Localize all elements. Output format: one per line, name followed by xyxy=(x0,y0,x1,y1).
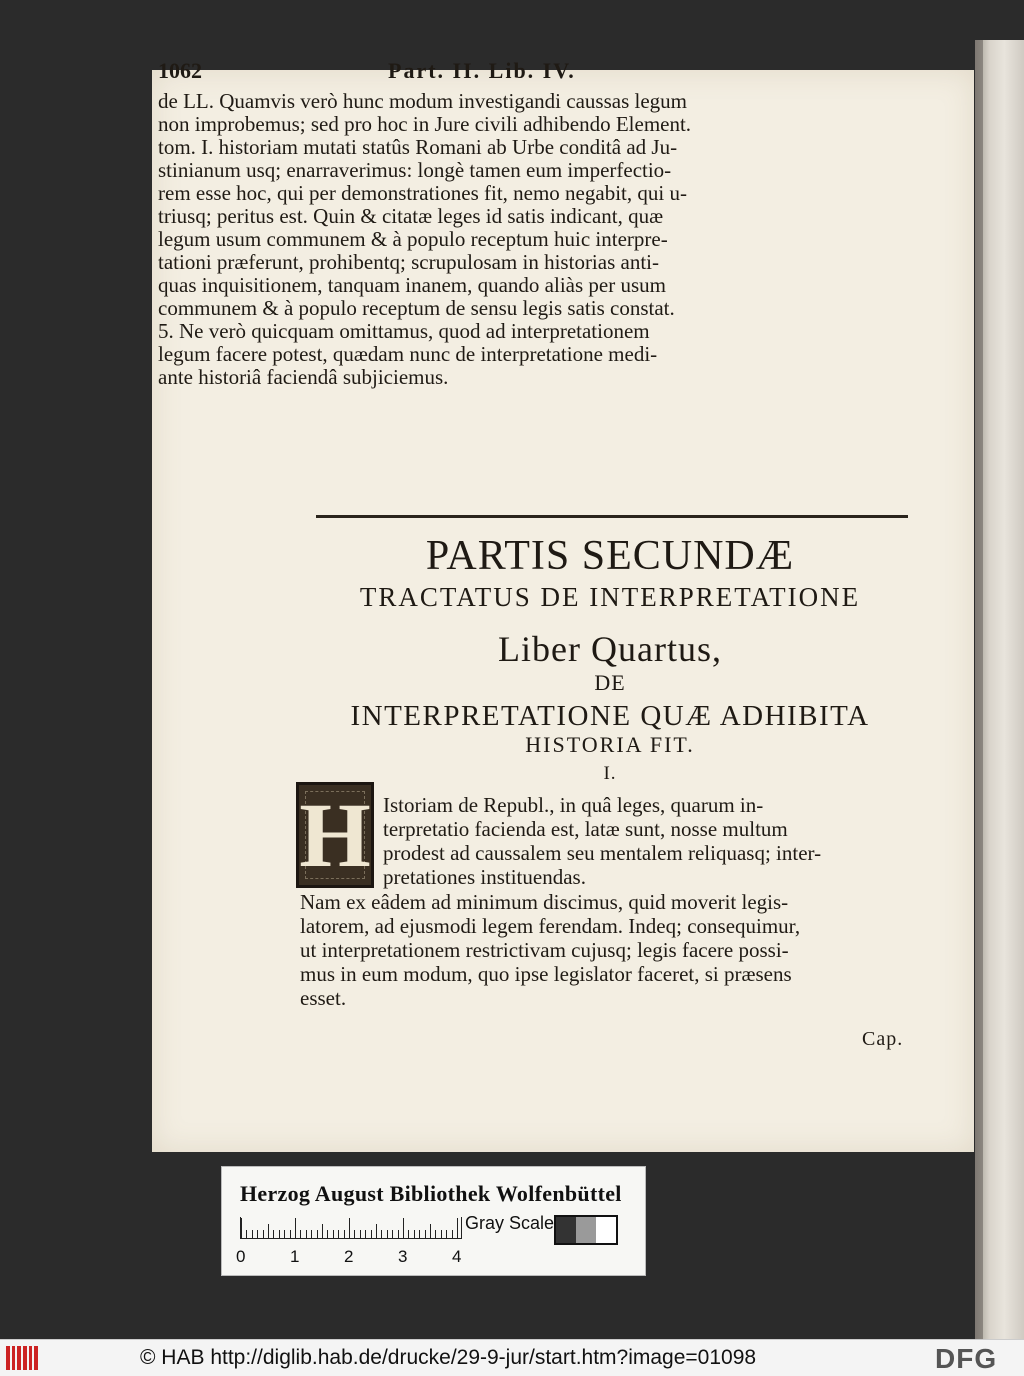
ruler-tick xyxy=(300,1230,301,1238)
title-liber: Liber Quartus, xyxy=(498,629,722,669)
title-de: DE xyxy=(594,670,626,695)
gray-swatch xyxy=(554,1215,618,1245)
gray-scale-label: Gray Scale xyxy=(465,1213,555,1233)
ruler-tick xyxy=(354,1230,355,1238)
swatch-patch xyxy=(556,1217,576,1243)
running-head: Part. II. Lib. IV. xyxy=(388,58,576,83)
body-text-top xyxy=(158,90,938,389)
scale-number: 1 xyxy=(290,1247,300,1266)
text-line: esset. xyxy=(300,986,347,1010)
ruler-tick xyxy=(419,1230,420,1238)
decorated-initial xyxy=(296,782,374,888)
text-line: legum usum communem & à populo receptum huic interpre- xyxy=(158,228,668,251)
text-line: legum facere potest, quædam nunc de interpretatione medi- xyxy=(158,343,658,366)
ruler-tick xyxy=(441,1230,442,1238)
ruler-tick xyxy=(333,1230,334,1238)
text-line: triusq; peritus est. Quin & citatæ leges id satis indicant, quæ xyxy=(158,205,664,228)
ruler-tick xyxy=(398,1230,399,1238)
title-tractatus: TRACTATUS DE INTERPRETATIONE xyxy=(359,582,861,612)
ruler-tick xyxy=(414,1230,415,1238)
scale-number: 3 xyxy=(398,1247,408,1266)
text-line: terpretatio facienda est, latæ sunt, nosse multum xyxy=(383,817,788,841)
text-line: ut interpretationem restrictivam cujusq; legis facere possi- xyxy=(300,938,789,962)
next-page-edge xyxy=(975,40,1024,1340)
text-line: quas inquisitionem, tanquam inanem, quando aliàs per usum xyxy=(158,274,666,297)
ruler-tick xyxy=(457,1218,458,1238)
ruler-tick xyxy=(430,1224,431,1238)
dfg-logo: DFG xyxy=(935,1343,998,1374)
text-line: prodest ad caussalem seu mentalem reliquasq; inter- xyxy=(383,841,822,865)
scale-number: 2 xyxy=(344,1247,354,1266)
ruler-tick xyxy=(322,1224,323,1238)
ruler-tick xyxy=(435,1230,436,1238)
text-line: tom. I. historiam mutati statûs Romani ab Urbe conditâ ad Ju- xyxy=(158,136,678,159)
ruler-tick xyxy=(284,1230,285,1238)
title-partis: PARTIS SECUNDÆ xyxy=(425,533,795,579)
section-rule xyxy=(316,515,908,518)
scale-number: 4 xyxy=(452,1247,462,1266)
text-line: mus in eum modum, quo ipse legislator faceret, si præsens xyxy=(300,962,792,986)
ruler-tick xyxy=(365,1230,366,1238)
ruler-tick xyxy=(387,1230,388,1238)
title-interpretatione: INTERPRETATIONE QUÆ ADHIBITA xyxy=(350,700,870,732)
ruler-tick xyxy=(246,1230,247,1238)
ruler-tick xyxy=(263,1230,264,1238)
scale-ruler xyxy=(240,1217,462,1239)
title-historia: HISTORIA FIT. xyxy=(525,732,695,757)
page-header xyxy=(158,58,938,92)
ruler-tick xyxy=(327,1230,328,1238)
text-line: ante historiâ faciendâ subjiciemus. xyxy=(158,366,449,389)
page-number: 1062 xyxy=(158,58,202,83)
ruler-tick xyxy=(408,1230,409,1238)
ruler-tick xyxy=(349,1218,350,1238)
ruler-tick xyxy=(452,1230,453,1238)
ruler-tick xyxy=(381,1230,382,1238)
ruler-tick xyxy=(360,1230,361,1238)
ruler-tick xyxy=(279,1230,280,1238)
ruler-tick xyxy=(344,1230,345,1238)
swatch-patch xyxy=(576,1217,596,1243)
text-line: pretationes instituendas. xyxy=(383,865,586,889)
library-name: Herzog August Bibliothek Wolfenbüttel xyxy=(240,1181,622,1206)
initial-letter: H xyxy=(299,784,371,886)
text-line: 5. Ne verò quicquam omittamus, quod ad interpretationem xyxy=(158,320,650,343)
ruler-tick xyxy=(241,1218,242,1238)
ruler-tick xyxy=(295,1218,296,1238)
hab-logo-icon xyxy=(6,1346,38,1370)
ruler-tick xyxy=(403,1218,404,1238)
ruler-tick xyxy=(317,1230,318,1238)
ruler-tick xyxy=(338,1230,339,1238)
color-card xyxy=(221,1166,646,1276)
paragraph-two xyxy=(300,890,930,1010)
text-line: stinianum usq; enarraverimus: longè tamen eum imperfectio- xyxy=(158,159,672,182)
text-line: latorem, ad ejusmodi legem ferendam. Indeq; consequimur, xyxy=(300,914,801,938)
ruler-tick xyxy=(268,1224,269,1238)
text-line: rem esse hoc, qui per demonstrationes fit, nemo negabit, qui u- xyxy=(158,182,687,205)
text-line: Nam ex eâdem ad minimum discimus, quid moverit legis- xyxy=(300,890,789,914)
ruler-tick xyxy=(311,1230,312,1238)
paragraph-one xyxy=(383,793,923,889)
footer-bar xyxy=(0,1339,1024,1376)
ruler-tick xyxy=(446,1230,447,1238)
text-line: non improbemus; sed pro hoc in Jure civili adhibendo Element. xyxy=(158,113,692,136)
ruler-tick xyxy=(290,1230,291,1238)
section-number: I. xyxy=(603,763,617,784)
ruler-tick xyxy=(376,1224,377,1238)
ruler-tick xyxy=(371,1230,372,1238)
ruler-tick xyxy=(425,1230,426,1238)
ruler-tick xyxy=(257,1230,258,1238)
text-line: communem & à populo receptum de sensu legis satis constat. xyxy=(158,297,675,320)
source-url[interactable]: © HAB http://diglib.hab.de/drucke/29-9-jur/start.htm?image=01098 xyxy=(140,1346,757,1369)
ruler-tick xyxy=(306,1230,307,1238)
text-line: tationi præferunt, prohibentq; scrupulosam in historias anti- xyxy=(158,251,659,274)
text-line: de LL. Quamvis verò hunc modum investigandi caussas legum xyxy=(158,90,687,113)
ruler-tick xyxy=(273,1230,274,1238)
ruler-tick xyxy=(392,1230,393,1238)
text-line: Istoriam de Republ., in quâ leges, quarum in- xyxy=(383,793,764,817)
ruler-tick xyxy=(252,1230,253,1238)
swatch-patch xyxy=(596,1217,616,1243)
catchword: Cap. xyxy=(862,1028,904,1050)
scale-number: 0 xyxy=(236,1247,246,1266)
